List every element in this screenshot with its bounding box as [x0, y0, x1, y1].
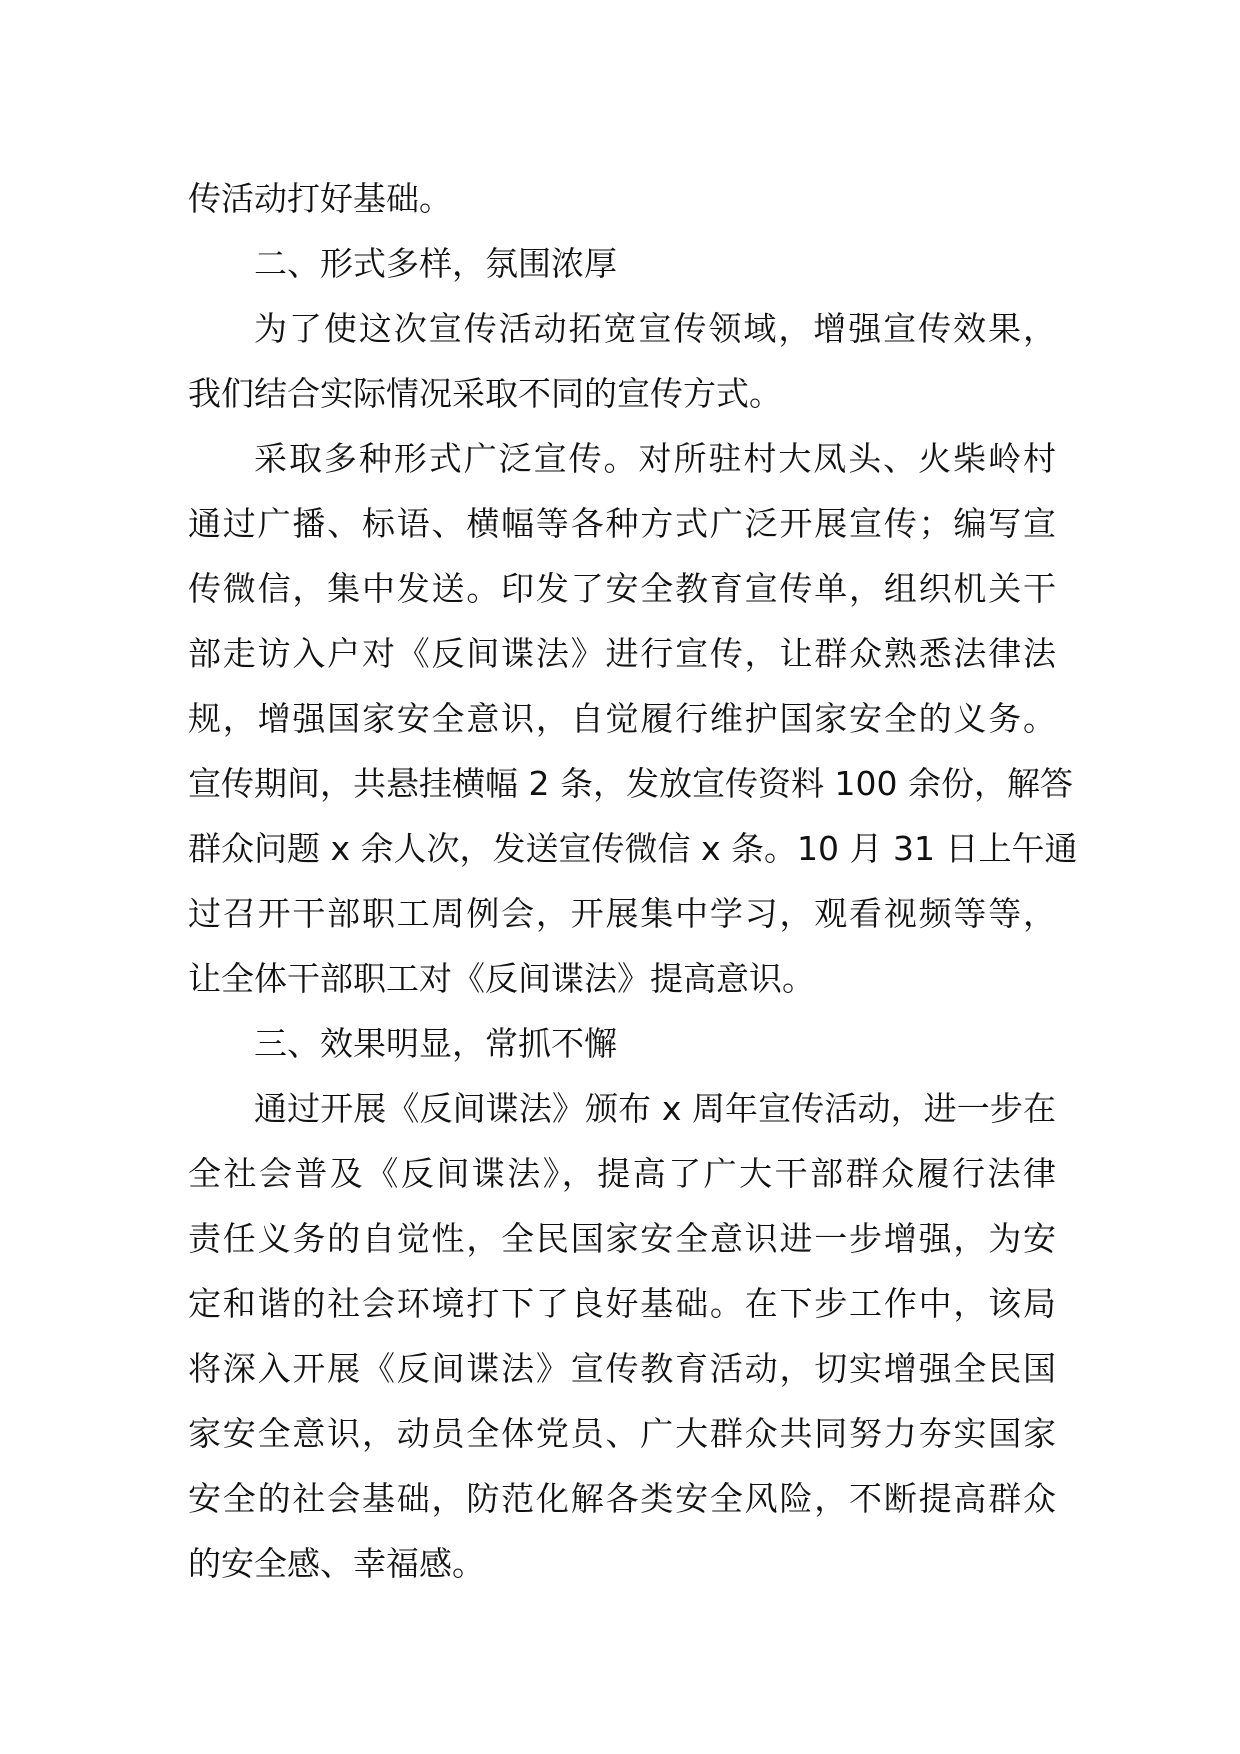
text-line: 家安全意识，动员全体党员、广大群众共同努力夯实国家	[188, 1414, 1056, 1453]
text-line: 规，增强国家安全意识，自觉履行维护国家安全的义务。	[188, 699, 1056, 738]
text-line: 全社会普及《反间谍法》，提高了广大干部群众履行法律	[188, 1154, 1056, 1193]
text-line: 将深入开展《反间谍法》宣传教育活动，切实增强全民国	[188, 1349, 1056, 1388]
document-body	[188, 166, 1078, 1596]
text-line: 群众问题 x 余人次，发送宣传微信 x 条。10 月 31 日上午通	[188, 829, 1078, 868]
text-line: 安全的社会基础，防范化解各类安全风险，不断提高群众	[188, 1479, 1056, 1518]
text-line: 为了使这次宣传活动拓宽宣传领域，增强宣传效果，	[254, 309, 1056, 348]
text-line: 传微信，集中发送。印发了安全教育宣传单，组织机关干	[188, 569, 1056, 608]
text-line: 部走访入户对《反间谍法》进行宣传，让群众熟悉法律法	[188, 634, 1056, 673]
section-heading-3: 三、效果明显，常抓不懈	[254, 1024, 617, 1063]
text-line: 我们结合实际情况采取不同的宣传方式。	[188, 374, 782, 413]
section-heading-2: 二、形式多样，氛围浓厚	[254, 244, 617, 283]
text-line: 通过开展《反间谍法》颁布 x 周年宣传活动，进一步在	[254, 1089, 1056, 1128]
text-line: 采取多种形式广泛宣传。对所驻村大凤头、火柴岭村	[254, 439, 1056, 478]
text-line: 过召开干部职工周例会，开展集中学习，观看视频等等，	[188, 894, 1056, 933]
text-line: 定和谐的社会环境打下了良好基础。在下步工作中，该局	[188, 1284, 1056, 1323]
text-line: 传活动打好基础。	[188, 179, 452, 218]
text-line: 责任义务的自觉性，全民国家安全意识进一步增强，为安	[188, 1219, 1056, 1258]
text-line: 的安全感、幸福感。	[188, 1544, 485, 1583]
text-line: 通过广播、标语、横幅等各种方式广泛开展宣传；编写宣	[188, 504, 1056, 543]
text-line: 让全体干部职工对《反间谍法》提高意识。	[188, 959, 815, 998]
text-line: 宣传期间，共悬挂横幅 2 条，发放宣传资料 100 余份，解答	[188, 764, 1073, 803]
